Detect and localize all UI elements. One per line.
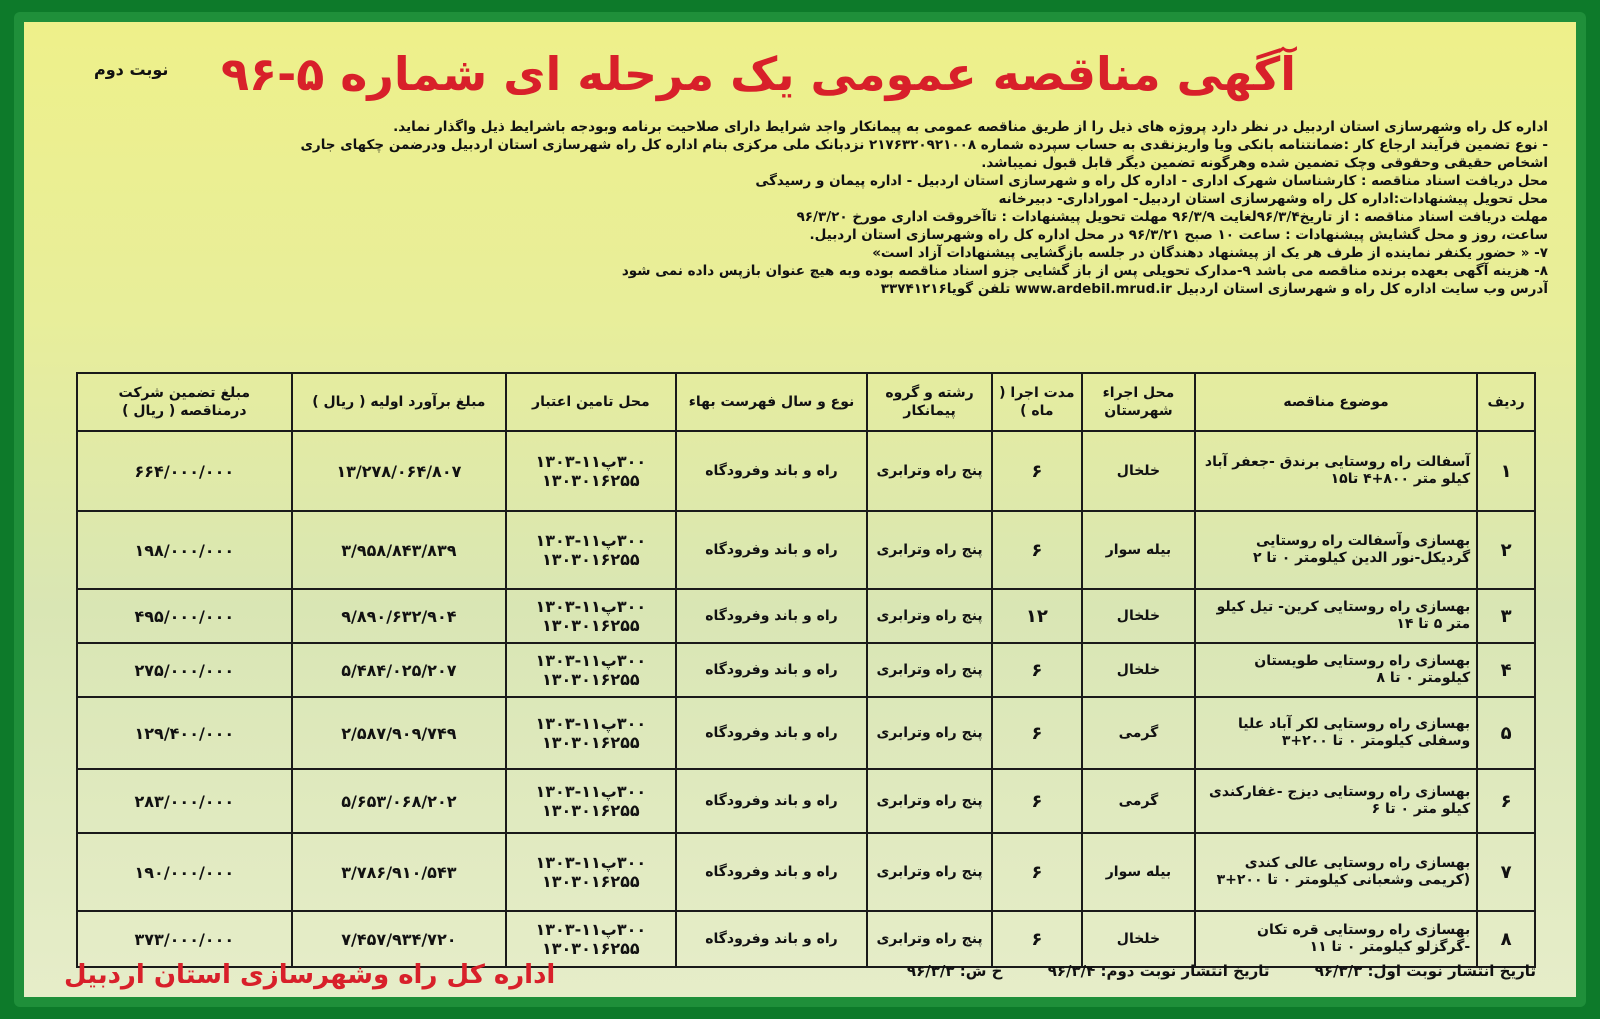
notice-body — [48, 118, 1548, 298]
row-estimate: ۹/۸۹۰/۶۳۲/۹۰۴ — [292, 589, 507, 643]
header-pricelist: نوع و سال فهرست بهاء — [676, 373, 868, 431]
row-guarantee: ۲۸۳/۰۰۰/۰۰۰ — [77, 769, 292, 833]
header-idx: ردیف — [1477, 373, 1535, 431]
row-funding-code-2: ۱۳۰۳۰۱۶۲۵۵ — [542, 872, 640, 891]
row-duration: ۶ — [992, 911, 1082, 967]
row-funding-code-1: ۳۰۰پ۱۱-۱۳۰۳ — [535, 853, 647, 872]
row-guarantee: ۱۹۸/۰۰۰/۰۰۰ — [77, 511, 292, 589]
row-funding — [506, 643, 675, 697]
row-funding-code-2: ۱۳۰۳۰۱۶۲۵۵ — [542, 616, 640, 635]
table-row — [77, 643, 1535, 697]
row-duration: ۶ — [992, 697, 1082, 769]
row-funding-code-2: ۱۳۰۳۰۱۶۲۵۵ — [542, 471, 640, 490]
header-funding: محل تامین اعتبار — [506, 373, 675, 431]
row-funding — [506, 769, 675, 833]
row-index: ۳ — [1477, 589, 1535, 643]
header-estimate: مبلغ برآورد اولیه ( ریال ) — [292, 373, 507, 431]
row-estimate: ۵/۴۸۴/۰۲۵/۲۰۷ — [292, 643, 507, 697]
row-pricelist: راه و باند وفرودگاه — [676, 911, 868, 967]
round-label: نوبت دوم — [94, 60, 169, 79]
table-row — [77, 697, 1535, 769]
row-funding-code-2: ۱۳۰۳۰۱۶۲۵۵ — [542, 550, 640, 569]
row-index: ۴ — [1477, 643, 1535, 697]
row-subject: بهسازی راه روستایی لکر آباد علیا وسفلی کیلومتر ۰ تا ۲۰۰+۳ — [1195, 697, 1477, 769]
table-row — [77, 833, 1535, 911]
row-location: خلخال — [1082, 431, 1195, 511]
row-pricelist: راه و باند وفرودگاه — [676, 697, 868, 769]
row-guarantee: ۳۷۳/۰۰۰/۰۰۰ — [77, 911, 292, 967]
row-estimate: ۳/۹۵۸/۸۴۳/۸۳۹ — [292, 511, 507, 589]
body-line: ۷- « حضور یکنفر نماینده از طرف هر یک از پیشنهاد دهندگان در جلسه بازگشایی پیشنهادات آزاد است» — [872, 245, 1548, 261]
header-duration: مدت اجرا ( ماه ) — [992, 373, 1082, 431]
row-estimate: ۲/۵۸۷/۹۰۹/۷۴۹ — [292, 697, 507, 769]
notice-title: آگهی مناقصه عمومی یک مرحله ای شماره ۵-۹۶ — [220, 47, 1296, 101]
first-publication-date: تاریخ انتشار نوبت اول: ۹۶/۳/۳ — [1314, 962, 1536, 980]
row-duration: ۶ — [992, 769, 1082, 833]
row-pricelist: راه و باند وفرودگاه — [676, 643, 868, 697]
row-funding-code-1: ۳۰۰پ۱۱-۱۳۰۳ — [535, 714, 647, 733]
row-funding — [506, 697, 675, 769]
row-location: خلخال — [1082, 911, 1195, 967]
row-index: ۷ — [1477, 833, 1535, 911]
row-estimate: ۳/۷۸۶/۹۱۰/۵۴۳ — [292, 833, 507, 911]
header-grade: رشته و گروه پیمانکار — [867, 373, 991, 431]
row-funding-code-2: ۱۳۰۳۰۱۶۲۵۵ — [542, 801, 640, 820]
row-funding-code-1: ۳۰۰پ۱۱-۱۳۰۳ — [535, 651, 647, 670]
row-pricelist: راه و باند وفرودگاه — [676, 589, 868, 643]
row-location: خلخال — [1082, 643, 1195, 697]
row-index: ۲ — [1477, 511, 1535, 589]
row-guarantee: ۶۶۴/۰۰۰/۰۰۰ — [77, 431, 292, 511]
row-estimate: ۱۳/۲۷۸/۰۶۴/۸۰۷ — [292, 431, 507, 511]
table-row — [77, 589, 1535, 643]
row-location: گرمی — [1082, 769, 1195, 833]
row-grade: پنج راه وترابری — [867, 769, 991, 833]
row-funding — [506, 431, 675, 511]
row-funding-code-2: ۱۳۰۳۰۱۶۲۵۵ — [542, 939, 640, 958]
row-grade: پنج راه وترابری — [867, 589, 991, 643]
row-funding — [506, 911, 675, 967]
row-grade: پنج راه وترابری — [867, 911, 991, 967]
body-line: محل دریافت اسناد مناقصه : کارشناسان شهرک اداری - اداره کل راه و شهرسازی استان اردبیل - اداره پیمان و رسیدگی — [755, 173, 1548, 189]
row-location: بیله سوار — [1082, 833, 1195, 911]
row-subject: بهسازی راه روستایی عالی کندی (کریمی وشعبانی کیلومتر ۰ تا ۲۰۰+۳ — [1195, 833, 1477, 911]
row-duration: ۶ — [992, 511, 1082, 589]
row-grade: پنج راه وترابری — [867, 431, 991, 511]
table-row — [77, 511, 1535, 589]
row-subject: بهسازی راه روستایی دیزج -غفارکندی کیلو متر ۰ تا ۶ — [1195, 769, 1477, 833]
tender-notice — [24, 22, 1576, 997]
row-grade: پنج راه وترابری — [867, 643, 991, 697]
header-guarantee: مبلغ تضمین شرکت درمناقصه ( ریال ) — [77, 373, 292, 431]
row-pricelist: راه و باند وفرودگاه — [676, 431, 868, 511]
row-index: ۱ — [1477, 431, 1535, 511]
row-location: خلخال — [1082, 589, 1195, 643]
row-guarantee: ۱۹۰/۰۰۰/۰۰۰ — [77, 833, 292, 911]
row-index: ۶ — [1477, 769, 1535, 833]
body-line: محل تحویل پیشنهادات:اداره کل راه وشهرسازی استان اردبیل- اموراداری- دبیرخانه — [998, 191, 1548, 207]
row-grade: پنج راه وترابری — [867, 833, 991, 911]
body-line: اداره کل راه وشهرسازی استان اردبیل در نظر دارد پروژه های ذیل را از طریق مناقصه عمومی به پیمانکار واجد شرایط دارای صلاحیت برنامه وبودجه باشرایط ذیل واگذار نماید. — [393, 119, 1548, 135]
row-subject: بهسازی راه روستایی قره تکان -گرگزلو کیلومتر ۰ تا ۱۱ — [1195, 911, 1477, 967]
notice-code: خ ش: ۹۶/۳/۳ — [906, 962, 1003, 980]
row-index: ۵ — [1477, 697, 1535, 769]
body-line: - نوع تضمین فرآیند ارجاع کار :ضمانتنامه بانکی ویا واریزنقدی به حساب سپرده شماره ۲۱۷۶۳۲۰۹۲۱۰۰۸ نزدبانک ملی مرکزی بنام اداره کل راه شهرسازی استان اردبیل ودرضمن چکهای جاری — [300, 137, 1548, 153]
row-funding-code-1: ۳۰۰پ۱۱-۱۳۰۳ — [535, 782, 647, 801]
body-line: اشخاص حقیقی وحقوقی وچک تضمین شده وهرگونه تضمین دیگر قابل قبول نمیباشد. — [981, 155, 1548, 171]
row-duration: ۱۲ — [992, 589, 1082, 643]
row-index: ۸ — [1477, 911, 1535, 967]
row-funding-code-1: ۳۰۰پ۱۱-۱۳۰۳ — [535, 531, 647, 550]
row-subject: بهسازی وآسفالت راه روستایی گردیکل-نور الدین کیلومتر ۰ تا ۲ — [1195, 511, 1477, 589]
row-subject: آسفالت راه روستایی برندق -جعفر آباد کیلو متر ۸۰۰+۴ تا۱۵ — [1195, 431, 1477, 511]
row-subject: بهسازی راه روستایی طویستان کیلومتر ۰ تا ۸ — [1195, 643, 1477, 697]
row-funding-code-1: ۳۰۰پ۱۱-۱۳۰۳ — [535, 920, 647, 939]
row-estimate: ۷/۴۵۷/۹۳۴/۷۲۰ — [292, 911, 507, 967]
row-location: گرمی — [1082, 697, 1195, 769]
row-grade: پنج راه وترابری — [867, 511, 991, 589]
body-line: ۸- هزینه آگهی بعهده برنده مناقصه می باشد ۹-مدارک تحویلی پس از باز گشایی جزو اسناد مناقصه بوده وبه هیچ عنوان بازپس داده نمی شود — [621, 263, 1548, 279]
tender-table — [76, 372, 1536, 968]
body-line: ساعت، روز و محل گشایش پیشنهادات : ساعت ۱۰ صبح ۹۶/۳/۲۱ در محل اداره کل راه وشهرسازی استان اردبیل. — [809, 227, 1548, 243]
row-subject: بهسازی راه روستایی کرین- تیل کیلو متر ۵ تا ۱۴ — [1195, 589, 1477, 643]
row-funding-code-2: ۱۳۰۳۰۱۶۲۵۵ — [542, 670, 640, 689]
table-row — [77, 911, 1535, 967]
row-funding — [506, 511, 675, 589]
row-duration: ۶ — [992, 643, 1082, 697]
table-header-row — [77, 373, 1535, 431]
row-funding-code-1: ۳۰۰پ۱۱-۱۳۰۳ — [535, 597, 647, 616]
table-row — [77, 431, 1535, 511]
row-estimate: ۵/۶۵۳/۰۶۸/۲۰۲ — [292, 769, 507, 833]
row-duration: ۶ — [992, 431, 1082, 511]
body-line: مهلت دریافت اسناد مناقصه : از تاریخ۹۶/۳/۴لغایت ۹۶/۳/۹ مهلت تحویل پیشنهادات : تاآخروقت اداری مورخ ۹۶/۳/۲۰ — [796, 209, 1548, 225]
organization-name: اداره کل راه وشهرسازی استان اردبیل — [64, 960, 556, 990]
row-duration: ۶ — [992, 833, 1082, 911]
second-publication-date: تاریخ انتشار نوبت دوم: ۹۶/۳/۴ — [1047, 962, 1270, 980]
row-pricelist: راه و باند وفرودگاه — [676, 511, 868, 589]
body-line: آدرس وب سایت اداره کل راه و شهرسازی استان اردبیل www.ardebil.mrud.ir تلفن گویا۳۳۷۴۱۲۱۶ — [880, 281, 1548, 297]
row-grade: پنج راه وترابری — [867, 697, 991, 769]
header-location: محل اجراء شهرستان — [1082, 373, 1195, 431]
row-funding-code-2: ۱۳۰۳۰۱۶۲۵۵ — [542, 733, 640, 752]
row-guarantee: ۲۷۵/۰۰۰/۰۰۰ — [77, 643, 292, 697]
row-location: بیله سوار — [1082, 511, 1195, 589]
row-funding-code-1: ۳۰۰پ۱۱-۱۳۰۳ — [535, 452, 647, 471]
row-funding — [506, 589, 675, 643]
green-frame — [14, 12, 1586, 1007]
row-funding — [506, 833, 675, 911]
row-pricelist: راه و باند وفرودگاه — [676, 769, 868, 833]
row-pricelist: راه و باند وفرودگاه — [676, 833, 868, 911]
table-row — [77, 769, 1535, 833]
header-subject: موضوع مناقصه — [1195, 373, 1477, 431]
row-guarantee: ۴۹۵/۰۰۰/۰۰۰ — [77, 589, 292, 643]
row-guarantee: ۱۲۹/۴۰۰/۰۰۰ — [77, 697, 292, 769]
publication-dates — [867, 962, 1536, 980]
